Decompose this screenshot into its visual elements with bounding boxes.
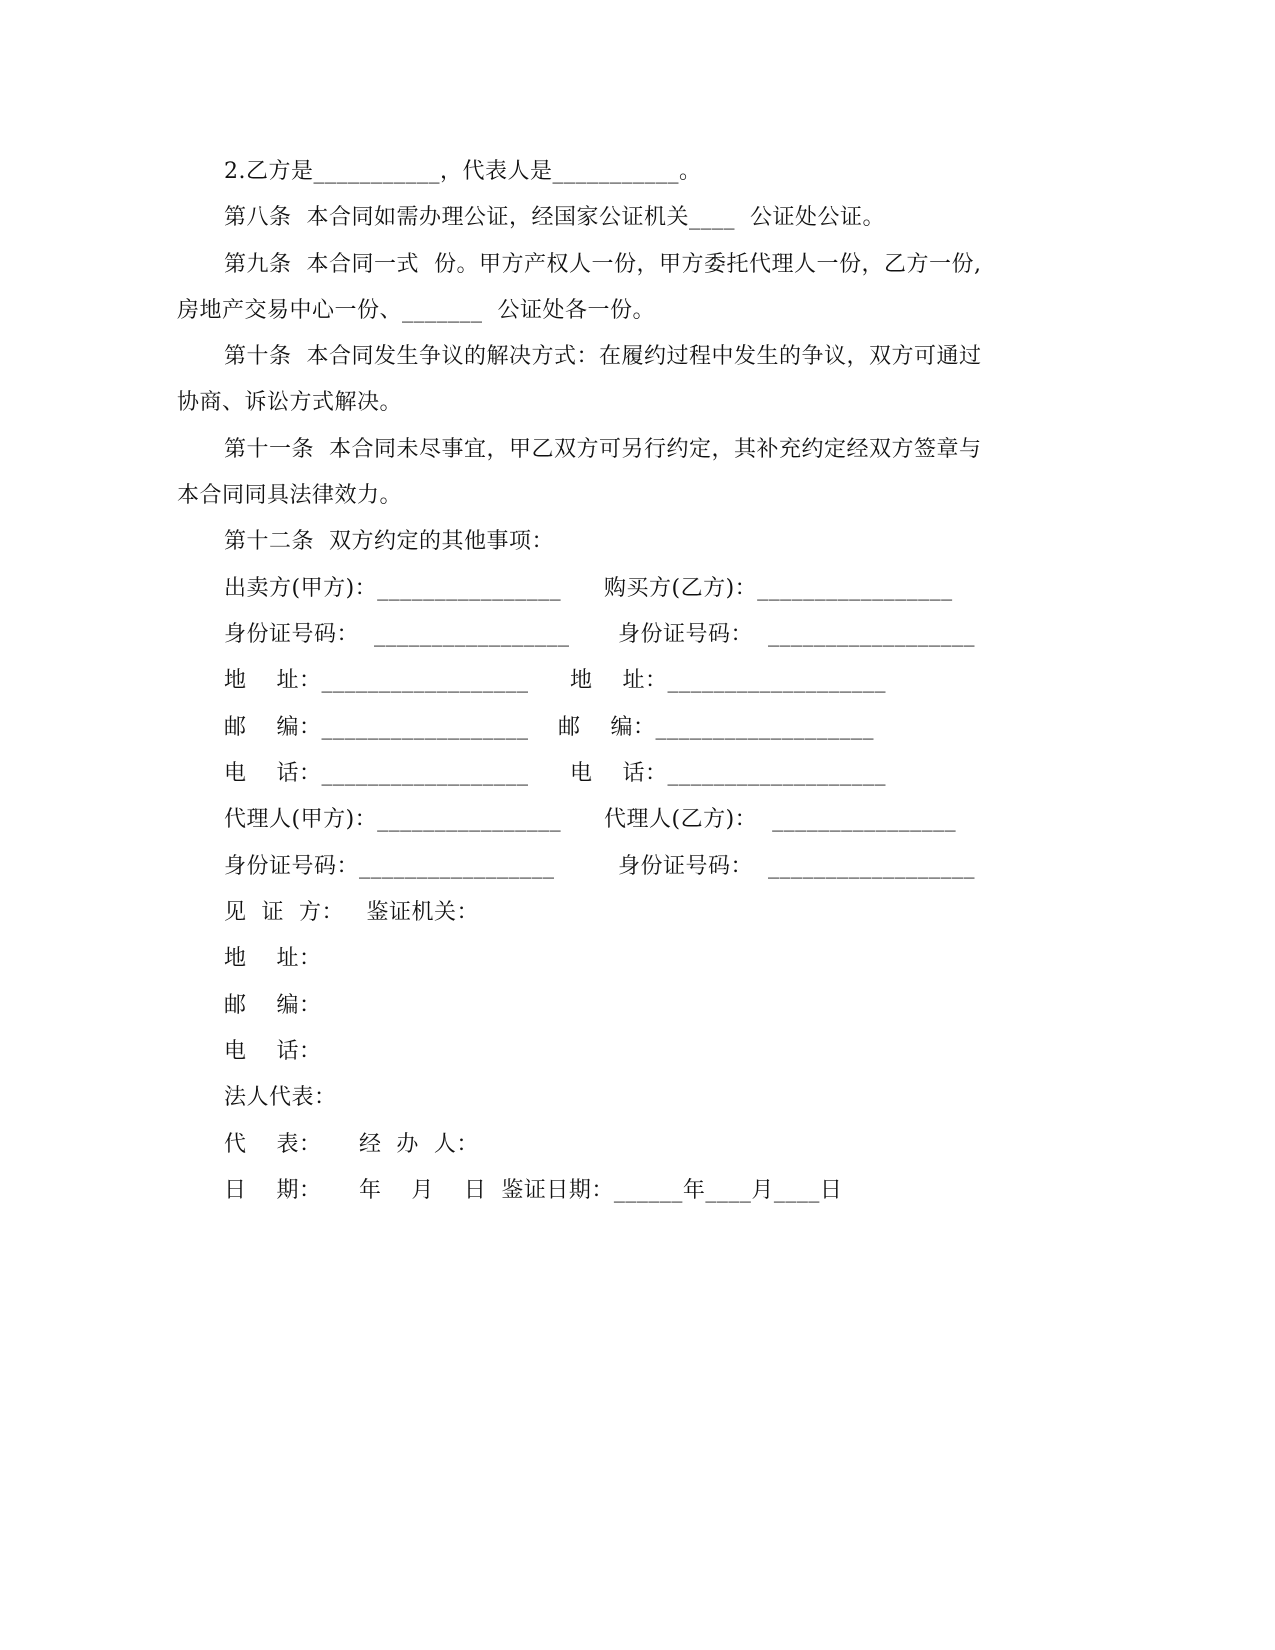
- agent-b-id-number-field: 身份证号码： __________________: [618, 854, 975, 879]
- clause-10-disputes-line2: 协商、诉讼方式解决。: [177, 390, 403, 415]
- clause-9-copies-line1: 第九条 本合同一式 份。甲方产权人一份，甲方委托代理人一份，乙方一份,: [224, 252, 982, 277]
- agent-a-id-number-field: 身份证号码：_________________: [224, 854, 555, 879]
- legal-representative: 法人代表：: [224, 1085, 337, 1110]
- clause-11-supplement-line2: 本合同同具法律效力。: [177, 483, 403, 508]
- date-and-certification-date: 日 期： 年 月 日 鉴证日期：______年____月____日: [224, 1178, 843, 1203]
- witness-phone: 电 话：: [224, 1039, 322, 1064]
- agent-party-a-field: 代理人(甲方)：________________: [224, 807, 562, 832]
- clause-11-supplement-line1: 第十一条 本合同未尽事宜，甲乙双方可另行约定，其补充约定经双方签章与: [224, 437, 982, 462]
- buyer-party-b-field: 购买方(乙方)：_________________: [604, 576, 953, 601]
- seller-party-a-field: 出卖方(甲方)：________________: [224, 576, 562, 601]
- seller-address-field: 地 址：__________________: [224, 668, 529, 693]
- witness-postcode: 邮 编：: [224, 993, 322, 1018]
- seller-id-number-field: 身份证号码： _________________: [224, 622, 570, 647]
- witness-and-authority: 见 证 方： 鉴证机关：: [224, 900, 479, 925]
- buyer-address-field: 地 址：___________________: [570, 668, 886, 693]
- seller-postcode-field: 邮 编：__________________: [224, 715, 529, 740]
- buyer-phone-field: 电 话：___________________: [570, 761, 886, 786]
- representative-and-handler: 代 表： 经 办 人：: [224, 1132, 479, 1157]
- seller-phone-field: 电 话：__________________: [224, 761, 529, 786]
- clause-10-disputes-line1: 第十条 本合同发生争议的解决方式：在履约过程中发生的争议，双方可通过: [224, 344, 982, 369]
- buyer-id-number-field: 身份证号码： __________________: [618, 622, 975, 647]
- buyer-postcode-field: 邮 编：___________________: [558, 715, 874, 740]
- clause-8-notarization: 第八条 本合同如需办理公证，经国家公证机关____ 公证处公证。: [224, 205, 885, 230]
- witness-address: 地 址：: [224, 946, 322, 971]
- clause-7-party-b: 2.乙方是___________，代表人是___________。: [224, 159, 702, 184]
- agent-party-b-field: 代理人(乙方)： ________________: [604, 807, 957, 832]
- clause-12-other-matters: 第十二条 双方约定的其他事项：: [224, 529, 554, 554]
- clause-9-copies-line2: 房地产交易中心一份、_______ 公证处各一份。: [177, 298, 655, 323]
